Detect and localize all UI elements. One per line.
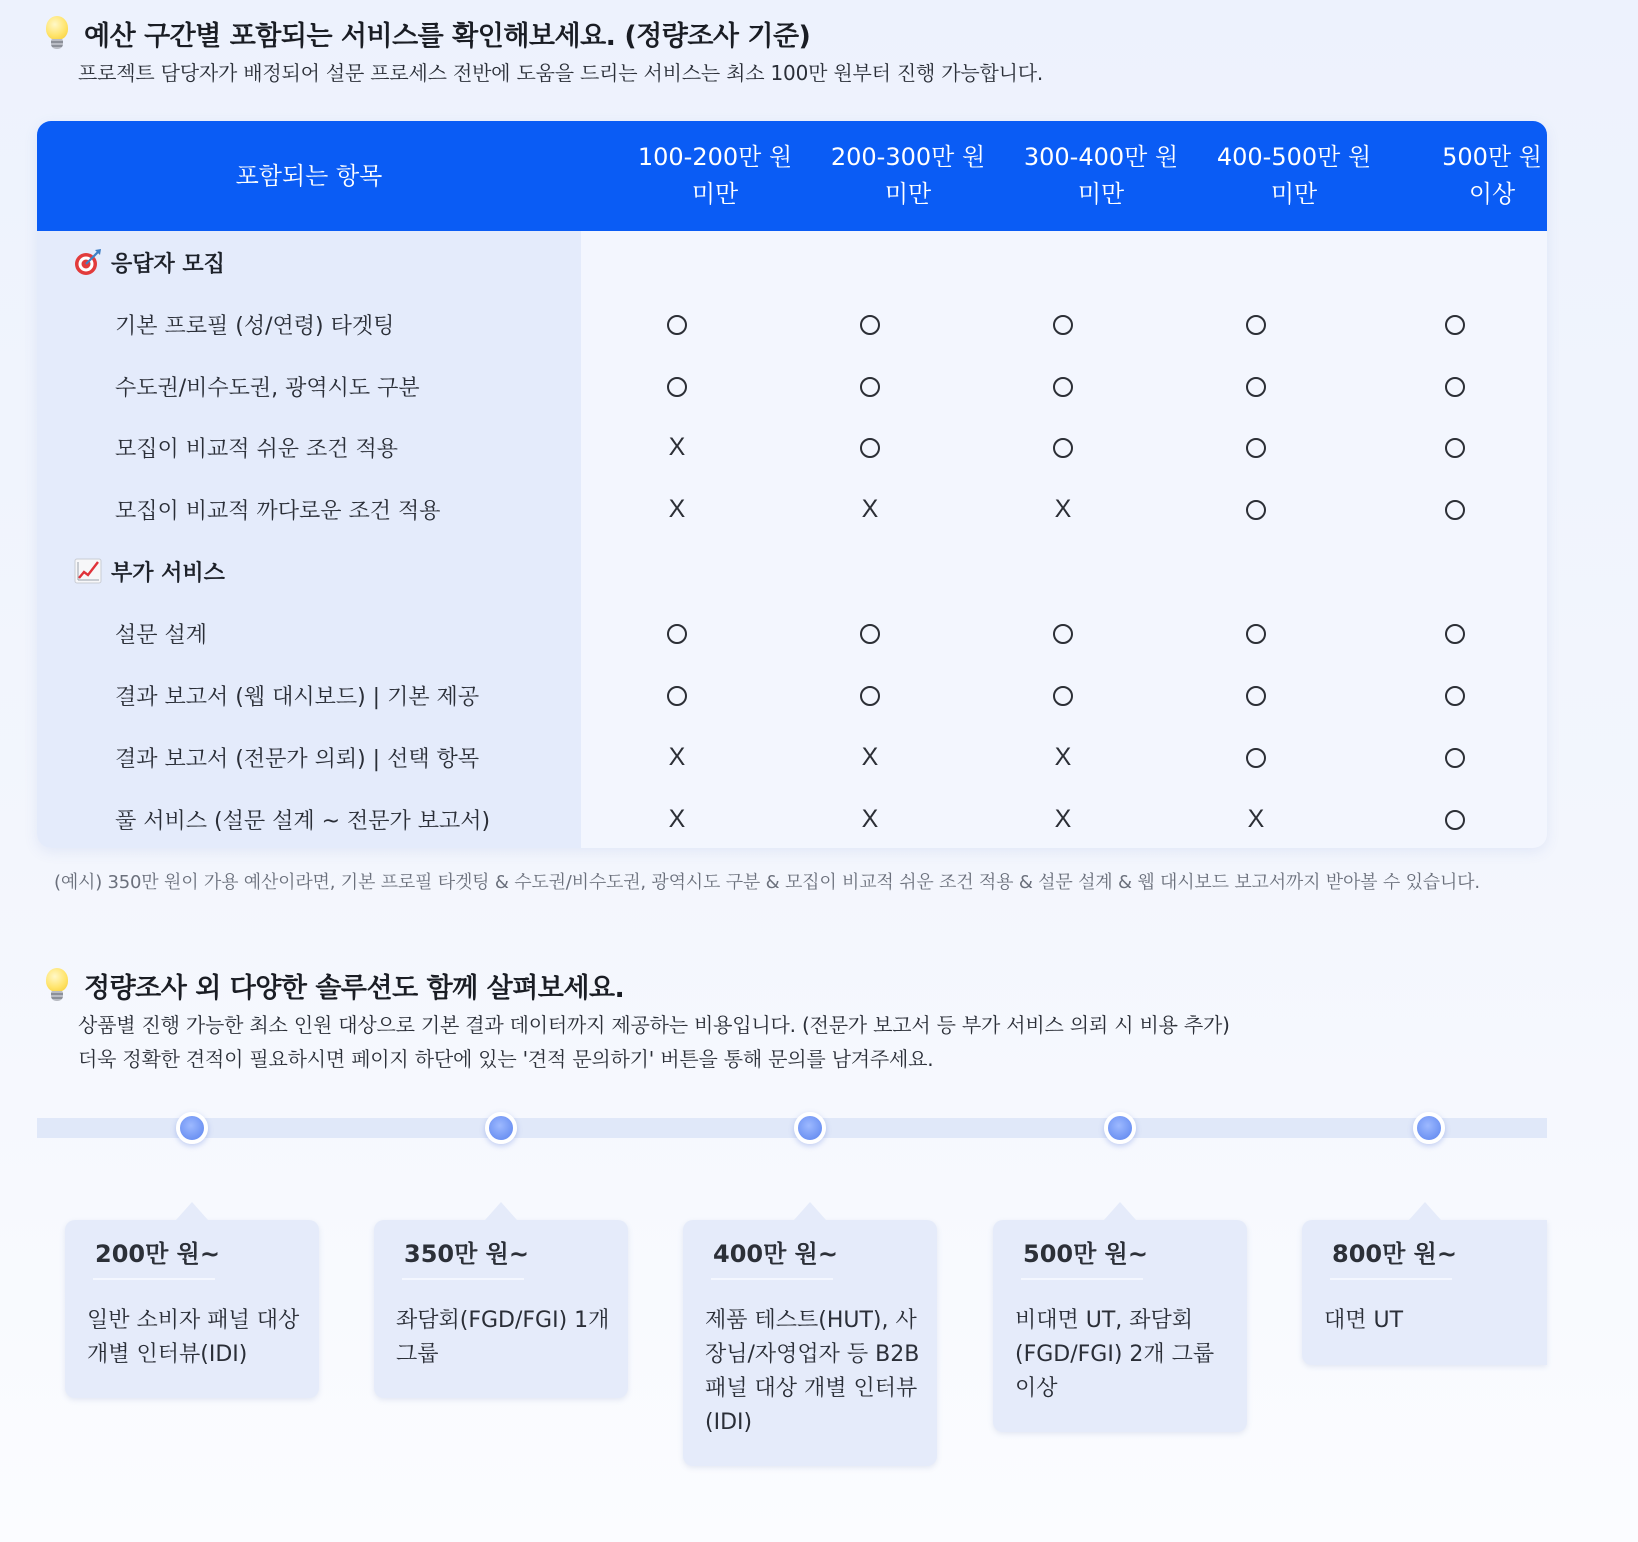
section1-heading [42, 14, 810, 53]
included-circle-icon [1053, 686, 1073, 706]
card-description: 일반 소비자 패널 대상 개별 인터뷰(IDI) [87, 1308, 300, 1367]
timeline-dot [176, 1112, 208, 1144]
header-col-2: 200-300만 원 미만 [830, 143, 986, 208]
card-price: 800만 원~ [1332, 1240, 1457, 1268]
included-circle-icon [1053, 624, 1073, 644]
excluded-x-mark: X [668, 433, 686, 461]
mark-cell [647, 372, 707, 400]
timeline-dot [1413, 1112, 1445, 1144]
included-circle-icon [1445, 500, 1465, 520]
price-card [65, 1220, 319, 1398]
chart-increasing-icon [73, 556, 103, 586]
card-divider [93, 1278, 215, 1280]
price-card [683, 1220, 937, 1466]
mark-cell [1425, 805, 1485, 833]
mark-cell [1425, 372, 1485, 400]
mark-cell [1033, 619, 1093, 647]
section2-subtitle-line2: 더욱 정확한 견적이 필요하시면 페이지 하단에 있는 '견적 문의하기' 버튼을 통해 문의를 남겨주세요. [78, 1047, 934, 1071]
table-row: 설문 설계 [37, 602, 1547, 664]
card-description: 제품 테스트(HUT), 사장님/자영업자 등 B2B 패널 대상 개별 인터뷰(IDI) [705, 1308, 920, 1435]
timeline-dot [1104, 1112, 1136, 1144]
included-circle-icon [1445, 686, 1465, 706]
excluded-x-mark: X [668, 495, 686, 523]
section-row-additional [37, 540, 1547, 602]
section2-title: 정량조사 외 다양한 솔루션도 함께 살펴보세요. [84, 973, 625, 1004]
table-row: 결과 보고서 (웹 대시보드) | 기본 제공 [37, 664, 1547, 726]
included-circle-icon [667, 686, 687, 706]
card-price: 400만 원~ [713, 1240, 838, 1268]
mark-cell [1226, 681, 1286, 709]
included-circle-icon [667, 624, 687, 644]
table-row: 모집이 비교적 까다로운 조건 적용 X X X [37, 478, 1547, 540]
card-price: 200만 원~ [95, 1240, 220, 1268]
header-col-4: 400-500만 원 미만 [1216, 143, 1372, 208]
section-row-recruitment [37, 231, 1547, 293]
card-description: 비대면 UT, 좌담회(FGD/FGI) 2개 그룹 이상 [1015, 1308, 1215, 1401]
mark-cell [1033, 372, 1093, 400]
mark-cell [840, 619, 900, 647]
card-divider [1330, 1278, 1452, 1280]
mark-cell [647, 433, 707, 461]
table-row: 수도권/비수도권, 광역시도 구분 [37, 355, 1547, 417]
card-description: 좌담회(FGD/FGI) 1개 그룹 [396, 1308, 610, 1367]
section2-subtitle-line1: 상품별 진행 가능한 최소 인원 대상으로 기본 결과 데이터까지 제공하는 비용입니다. (전문가 보고서 등 부가 서비스 의뢰 시 비용 추가) [78, 1013, 1230, 1037]
table-row: 결과 보고서 (전문가 의뢰) | 선택 항목 X X X [37, 726, 1547, 788]
excluded-x-mark: X [861, 805, 879, 833]
excluded-x-mark: X [861, 495, 879, 523]
included-circle-icon [1445, 438, 1465, 458]
excluded-x-mark: X [668, 805, 686, 833]
included-circle-icon [1053, 438, 1073, 458]
mark-cell [1425, 310, 1485, 338]
mark-cell [1425, 743, 1485, 771]
excluded-x-mark: X [668, 743, 686, 771]
included-circle-icon [860, 438, 880, 458]
included-circle-icon [1445, 624, 1465, 644]
mark-cell [1425, 433, 1485, 461]
mark-cell [840, 495, 900, 523]
mark-cell [1033, 743, 1093, 771]
included-circle-icon [667, 377, 687, 397]
header-item-label: 포함되는 항목 [235, 161, 383, 190]
excluded-x-mark: X [1054, 743, 1072, 771]
table-row: 기본 프로필 (성/연령) 타겟팅 [37, 293, 1547, 355]
card-description: 대면 UT [1324, 1308, 1404, 1333]
mark-cell [840, 743, 900, 771]
mark-cell [647, 805, 707, 833]
excluded-x-mark: X [861, 743, 879, 771]
included-circle-icon [1246, 748, 1266, 768]
section1-title: 예산 구간별 포함되는 서비스를 확인해보세요. (정량조사 기준) [84, 21, 811, 52]
included-circle-icon [860, 377, 880, 397]
mark-cell [1226, 372, 1286, 400]
mark-cell [1033, 495, 1093, 523]
table-header [37, 121, 1547, 231]
included-circle-icon [860, 315, 880, 335]
timeline-dot [794, 1112, 826, 1144]
mark-cell [1226, 433, 1286, 461]
mark-cell [647, 495, 707, 523]
mark-cell [647, 619, 707, 647]
budget-comparison-table [37, 121, 1547, 848]
card-divider [711, 1278, 833, 1280]
table-row: 풀 서비스 (설문 설계 ~ 전문가 보고서) X X X X [37, 788, 1547, 848]
mark-cell [840, 433, 900, 461]
section-title-recruitment: 응답자 모집 [111, 251, 225, 277]
mark-cell [840, 681, 900, 709]
price-card [993, 1220, 1247, 1432]
price-card [374, 1220, 628, 1398]
mark-cell [1226, 619, 1286, 647]
target-icon [73, 247, 103, 277]
included-circle-icon [1246, 624, 1266, 644]
card-price: 350만 원~ [404, 1240, 529, 1268]
included-circle-icon [1246, 315, 1266, 335]
included-circle-icon [1053, 377, 1073, 397]
mark-cell [840, 372, 900, 400]
light-bulb-icon [42, 16, 72, 52]
card-divider [402, 1278, 524, 1280]
mark-cell [1226, 743, 1286, 771]
included-circle-icon [1246, 377, 1266, 397]
mark-cell [840, 310, 900, 338]
mark-cell [1226, 805, 1286, 833]
mark-cell [647, 310, 707, 338]
header-col-3: 300-400만 원 미만 [1023, 143, 1179, 208]
mark-cell [1425, 619, 1485, 647]
header-col-1: 100-200만 원 미만 [637, 143, 793, 208]
mark-cell [840, 805, 900, 833]
timeline-track [37, 1118, 1547, 1138]
included-circle-icon [1053, 315, 1073, 335]
included-circle-icon [860, 624, 880, 644]
mark-cell [1425, 495, 1485, 523]
excluded-x-mark: X [1054, 495, 1072, 523]
mark-cell [647, 681, 707, 709]
timeline-dot [485, 1112, 517, 1144]
table-row: 모집이 비교적 쉬운 조건 적용 X [37, 416, 1547, 478]
section-title-additional: 부가 서비스 [111, 560, 225, 586]
header-col-5: 500만 원 이상 [1442, 143, 1542, 208]
mark-cell [1226, 310, 1286, 338]
card-price: 500만 원~ [1023, 1240, 1148, 1268]
included-circle-icon [1445, 748, 1465, 768]
card-divider [1021, 1278, 1143, 1280]
light-bulb-icon [42, 968, 72, 1004]
included-circle-icon [1445, 377, 1465, 397]
mark-cell [1425, 681, 1485, 709]
included-circle-icon [1246, 438, 1266, 458]
included-circle-icon [667, 315, 687, 335]
mark-cell [1033, 310, 1093, 338]
mark-cell [1033, 433, 1093, 461]
section2-heading [42, 966, 624, 1005]
section1-subtitle: 프로젝트 담당자가 배정되어 설문 프로세스 전반에 도움을 드리는 서비스는 최소 100만 원부터 진행 가능합니다. [78, 61, 1044, 85]
mark-cell [1033, 805, 1093, 833]
included-circle-icon [1445, 810, 1465, 830]
mark-cell [647, 743, 707, 771]
excluded-x-mark: X [1054, 805, 1072, 833]
included-circle-icon [1246, 500, 1266, 520]
excluded-x-mark: X [1247, 805, 1265, 833]
included-circle-icon [1246, 686, 1266, 706]
price-card [1302, 1220, 1547, 1365]
included-circle-icon [1445, 315, 1465, 335]
example-note: (예시) 350만 원이 가용 예산이라면, 기본 프로필 타겟팅 & 수도권/비수도권, 광역시도 구분 & 모집이 비교적 쉬운 조건 적용 & 설문 설계 & 웹 대시보드 보고서까지 받아볼 수 있습니다. [54, 872, 1480, 893]
mark-cell [1226, 495, 1286, 523]
mark-cell [1033, 681, 1093, 709]
included-circle-icon [860, 686, 880, 706]
